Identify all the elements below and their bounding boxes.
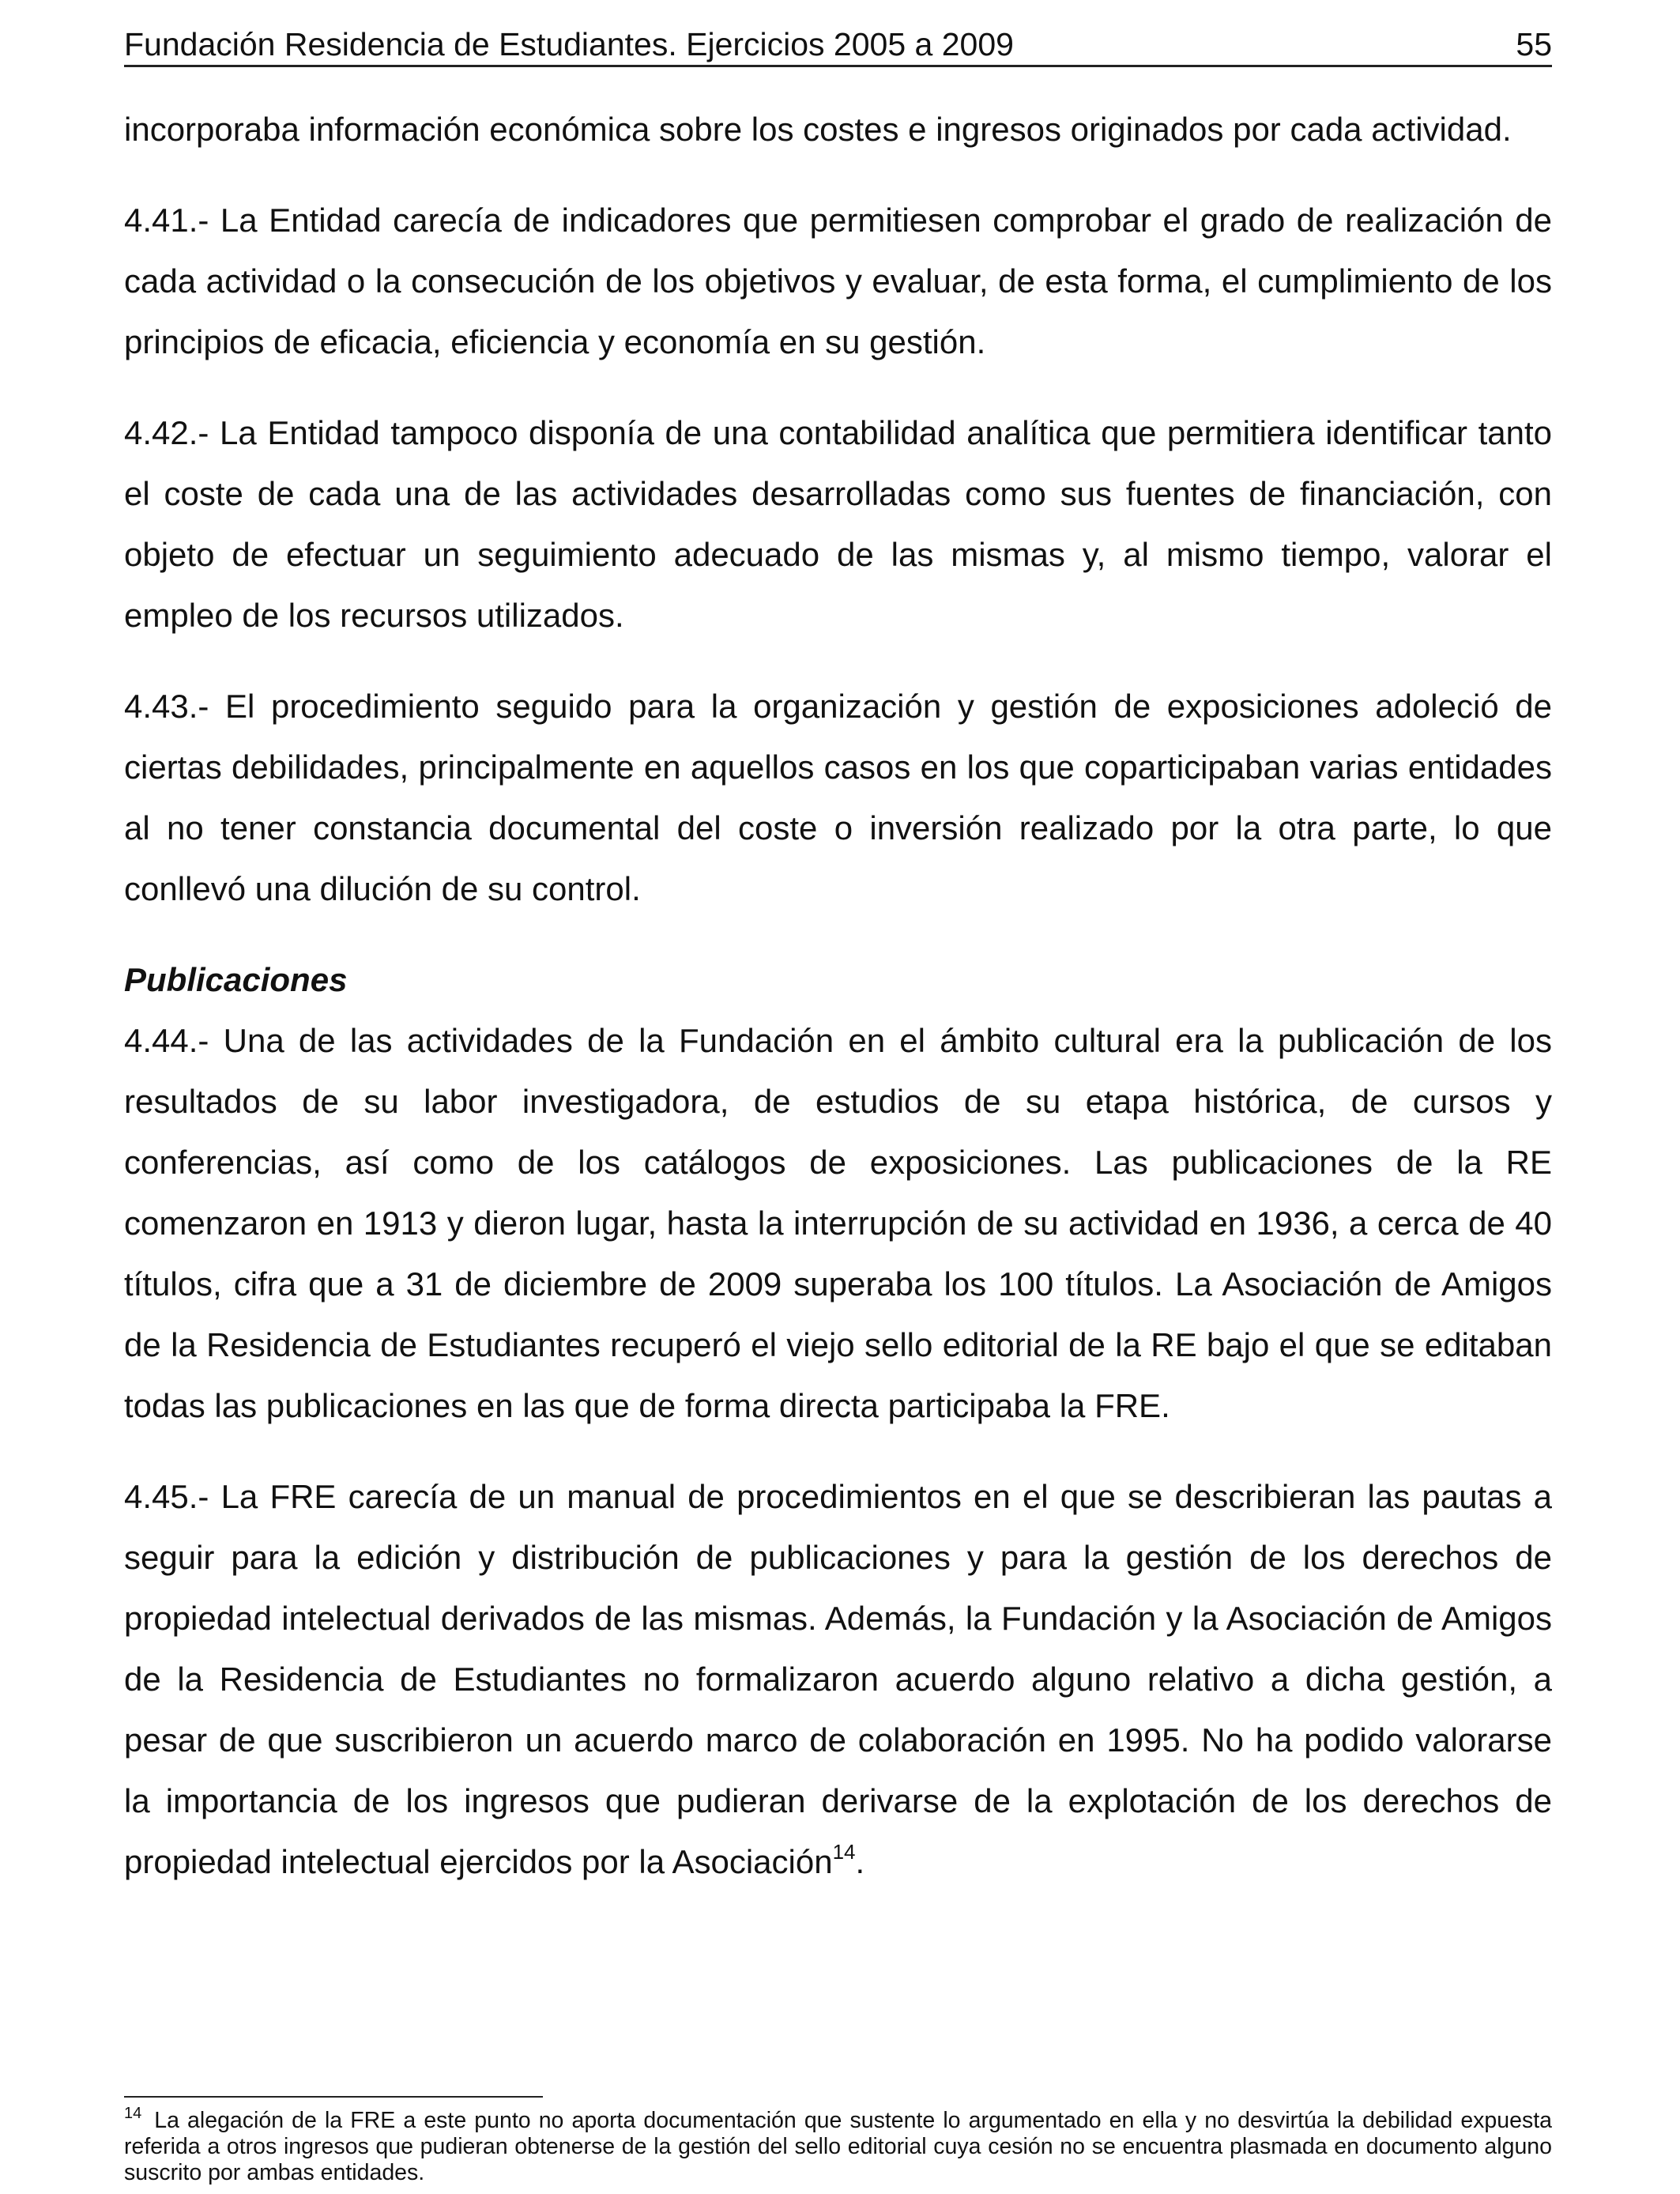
paragraph-4-45-end: . (855, 1843, 865, 1880)
paragraph-4-42: 4.42.- La Entidad tampoco disponía de una contabilidad analítica que permitiera identificar tanto el coste de cada una de las actividades desarrolladas como sus fuentes de financiación, con objeto de efectuar un seguimiento adecuado de las mismas y, al mismo tiempo, valorar el empleo de los recursos utilizados. (124, 414, 1552, 634)
paragraph-4-41: 4.41.- La Entidad carecía de indicadores que permitiesen comprobar el grado de realización de cada actividad o la consecución de los objetivos y evaluar, de esta forma, el cumplimiento de los principios de eficacia, eficiencia y economía en su gestión. (124, 202, 1552, 360)
footnote (124, 2105, 1552, 2186)
section-heading-publicaciones: Publicaciones (124, 961, 348, 998)
paragraph-4-45 (124, 1466, 1552, 1892)
footnote-separator (124, 2096, 543, 2098)
paragraph-4-44: 4.44.- Una de las actividades de la Fundación en el ámbito cultural era la publicación de los resultados de su labor investigadora, de estudios de su etapa histórica, de cursos y conferencias, así como de los catálogos de exposiciones. Las publicaciones de la RE comenzaron en 1913 y dieron lugar, hasta la interrupción de su actividad en 1936, a cerca de 40 títulos, cifra que a 31 de diciembre de 2009 superaba los 100 títulos. La Asociación de Amigos de la Residencia de Estudiantes recuperó el viejo sello editorial de la RE bajo el que se editaban todas las publicaciones en las que de forma directa participaba la FRE. (124, 1022, 1552, 1424)
footnote-reference[interactable]: 14 (832, 1840, 856, 1864)
paragraph-4-43: 4.43.- El procedimiento seguido para la organización y gestión de exposiciones adoleció de ciertas debilidades, principalmente en aquellos casos en los que coparticipaban varias entidades al no tener constancia documental del coste o inversión realizado por la otra parte, lo que conllevó una dilución de su control. (124, 688, 1552, 907)
header-title: Fundación Residencia de Estudiantes. Ejercicios 2005 a 2009 (124, 26, 1014, 62)
paragraph-4-45-text: 4.45.- La FRE carecía de un manual de procedimientos en el que se describieran las pautas a seguir para la edición y distribución de publicaciones y para la gestión de los derechos de propiedad intelectual derivados de las mismas. Además, la Fundación y la Asociación de Amigos de la Residencia de Estudiantes no formalizaron acuerdo alguno relativo a dicha gestión, a pesar de que suscribieron un acuerdo marco de colaboración en 1995. No ha podido valorarse la importancia de los ingresos que pudieran derivarse de la explotación de los derechos de propiedad intelectual ejercidos por la Asociación (124, 1478, 1552, 1880)
page-number: 55 (1516, 26, 1552, 62)
footnote-number: 14 (124, 2105, 142, 2122)
document-page (124, 0, 1552, 2194)
page-header (124, 24, 1552, 67)
paragraph-continuation: incorporaba información económica sobre los costes e ingresos originados por cada actividad. (124, 111, 1512, 148)
body-text (124, 99, 1552, 1922)
footnote-text: La alegación de la FRE a este punto no aporta documentación que sustente lo argumentado en ella y no desvirtúa la debilidad expuesta referida a otros ingresos que pudieran obtenerse de la gestión del sello editorial cuya cesión no se encuentra plasmada en documento alguno suscrito por ambas entidades. (124, 2108, 1552, 2185)
